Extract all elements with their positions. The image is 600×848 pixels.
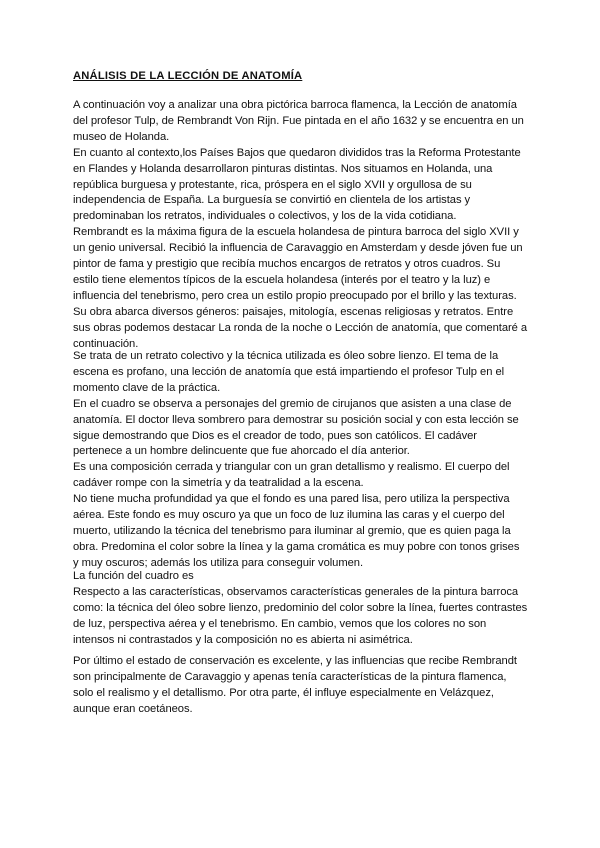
paragraph-introduction	[73, 98, 527, 353]
paragraph-conclusion	[73, 654, 517, 718]
text-line: sigue demostrando que Dios es el creador de todo, pues son católicos. El cadáver	[73, 429, 477, 442]
text-line: escena es profano, una lección de anatomía que está impartiendo el profesor Tulp en el	[73, 365, 505, 378]
paragraph-function-characteristics	[73, 569, 527, 649]
text-line: muerto, utilizando la técnica del tenebrismo para iluminar al gremio, que es quien paga la	[73, 524, 511, 537]
text-line: de luz, perspectiva aérea y el tenebrismo. En cambio, vemos que los colores no son	[73, 617, 487, 630]
text-line: Se trata de un retrato colectivo y la técnica utilizada es óleo sobre lienzo. El tema de la	[73, 350, 499, 362]
text-line: museo de Holanda.	[73, 130, 170, 143]
text-line: son principalmente de Caravaggio y apenas tenía características de la pintura flamenca,	[73, 670, 507, 683]
text-line: Es una composición cerrada y triangular con un gran detallismo y realismo. El cuerpo del	[73, 461, 510, 474]
text-line: en Flandes y Holanda desarrollaron pinturas distintas. Nos situamos en Holanda, una	[73, 162, 493, 175]
text-line: pintor de fama y prestigio que recibía muchos encargos de retratos y otros cuadros. Su	[73, 258, 501, 271]
text-line: república burguesa y protestante, rica, próspera en el siglo XVII y orgullosa de su	[73, 178, 472, 191]
text-line: un genio universal. Recibió la influencia de Caravaggio en Amsterdam y desde jóven fue un	[73, 242, 523, 255]
text-line: Rembrandt es la máxima figura de la escuela holandesa de pintura barroca del siglo XVII y	[73, 226, 519, 239]
text-line: cadáver rompe con la simetría y da teatralidad a la escena.	[73, 477, 364, 490]
text-line: No tiene mucha profundidad ya que el fondo es una pared lisa, pero utiliza la perspectiva	[73, 493, 510, 506]
paragraph-analysis	[73, 349, 519, 572]
text-line: Su obra abarca diversos géneros: paisajes, mitología, escenas religiosas y retratos. Entre	[73, 305, 514, 318]
document-title: ANÁLISIS DE LA LECCIÓN DE ANATOMÍA	[73, 70, 303, 82]
text-line: momento clave de la práctica.	[73, 381, 221, 394]
text-line: pertenece a un hombre delincuente que fue ahorcado el día anterior.	[73, 445, 410, 458]
text-line: y muy oscuros; además los utiliza para conseguir volumen.	[73, 556, 364, 569]
text-line: En cuanto al contexto,los Países Bajos que quedaron divididos tras la Reforma Protestante	[73, 146, 521, 159]
text-line: estilo tiene elementos típicos de la escuela holandesa (interés por el teatro y la luz) e	[73, 273, 491, 286]
text-line: sus obras podemos destacar La ronda de la noche o Lección de anatomía, que comentaré a	[73, 321, 528, 334]
text-line: continuación.	[73, 337, 139, 350]
text-line: La función del cuadro es	[73, 570, 194, 582]
text-line: aunque eran coetáneos.	[73, 702, 193, 715]
text-line: obra. Predomina el color sobre la línea y la gama cromática es muy pobre con tonos grises	[73, 540, 520, 553]
text-line: En el cuadro se observa a personajes del gremio de cirujanos que asisten a una clase de	[73, 397, 512, 410]
text-line: Respecto a las características, observamos características generales de la pintura barroca	[73, 585, 519, 598]
text-line: intensos ni contrastados y la composición no es abierta ni asimétrica.	[73, 633, 413, 646]
text-line: aérea. Este fondo es muy oscuro ya que un foco de luz ilumina las caras y el cuerpo del	[73, 509, 505, 522]
text-line: influencia del tenebrismo, pero crea un estilo propio preocupado por el brillo y las texturas.	[73, 289, 517, 302]
text-line: solo el realismo y el detallismo. Por otra parte, él influye especialmente en Velázquez,	[73, 686, 494, 699]
text-line: independencia de España. La burguesía se convirtió en clientela de los artistas y	[73, 194, 471, 207]
text-line: como: la técnica del óleo sobre lienzo, predominio del color sobre la línea, fuertes contrastes	[73, 601, 528, 614]
text-line: anatomía. El doctor lleva sombrero para demostrar su posición social y con esta lección se	[73, 413, 519, 426]
text-line: A continuación voy a analizar una obra pictórica barroca flamenca, la Lección de anatomía	[73, 99, 517, 111]
text-line: predominaban los retratos, individuales o colectivos, y los de la vida cotidiana.	[73, 210, 457, 223]
text-line: del profesor Tulp, de Rembrandt Von Rijn. Fue pintada en el año 1632 y se encuentra en un	[73, 114, 524, 127]
text-line: Por último el estado de conservación es excelente, y las influencias que recibe Rembrandt	[73, 655, 517, 667]
